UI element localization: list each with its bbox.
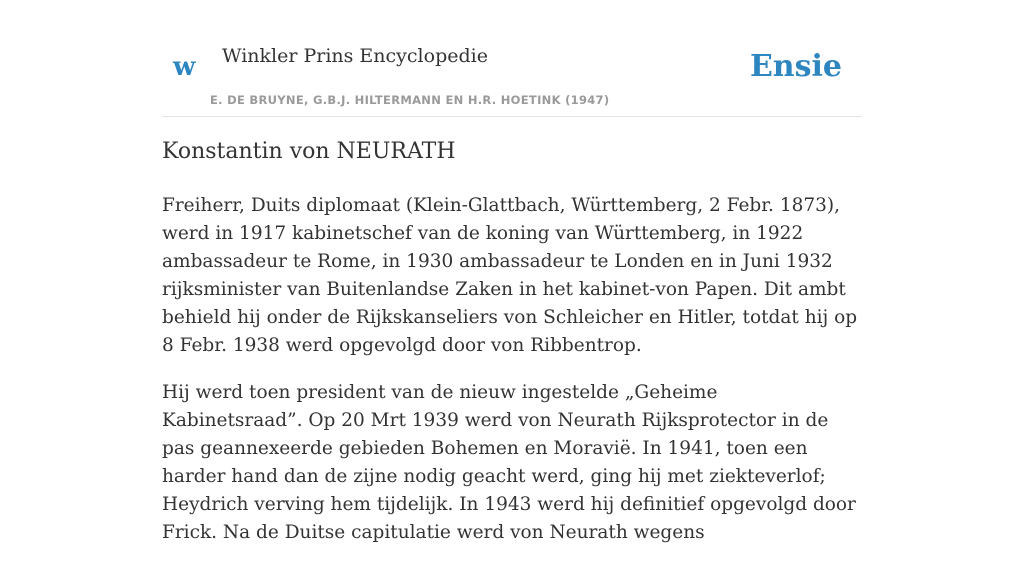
page [162,0,862,543]
article-body [162,192,862,566]
source-authors: E. DE BRUYNE, G.B.J. HILTERMANN EN H.R. HOETINK (1947) [210,93,610,107]
article-title: Konstantin von NEURATH [162,139,456,164]
source-logo[interactable]: w [173,52,196,82]
source-title-link[interactable]: Winkler Prins Encyclopedie [222,45,488,67]
article-paragraph: Freiherr, Duits diplomaat (Klein-Glattbach, Württemberg, 2 Febr. 1873), werd in 1917 kabinetschef van de koning van Württemberg, in 1922 ambassadeur te Rome, in 1930 ambassadeur te Londen en in Juni 1932 rijksminister van Buitenlandse Zaken in het kabinet-von Papen. Dit ambt behield hij onder de Rijkskanseliers von Schleicher en Hitler, totdat hij op 8 Febr. 1938 werd opgevolgd door von Ribbentrop. [162,195,858,356]
brand-logo[interactable]: Ensie [749,49,842,84]
article-paragraph: Hij werd toen president van de nieuw ingestelde „Geheime Kabinetsraad”. Op 20 Mrt 1939 werd von Neurath Rijksprotector in de pas geannexeerde gebieden Bohemen en Moravië. In 1941, toen een harder hand dan de zijne nodig geacht werd, ging hij met ziekteverlof; Heydrich verving hem tijdelijk. In 1943 werd hij definitief opgevolgd door Frick. Na de Duitse capitulatie werd von Neurath wegens [162,382,856,543]
source-header [162,0,862,117]
